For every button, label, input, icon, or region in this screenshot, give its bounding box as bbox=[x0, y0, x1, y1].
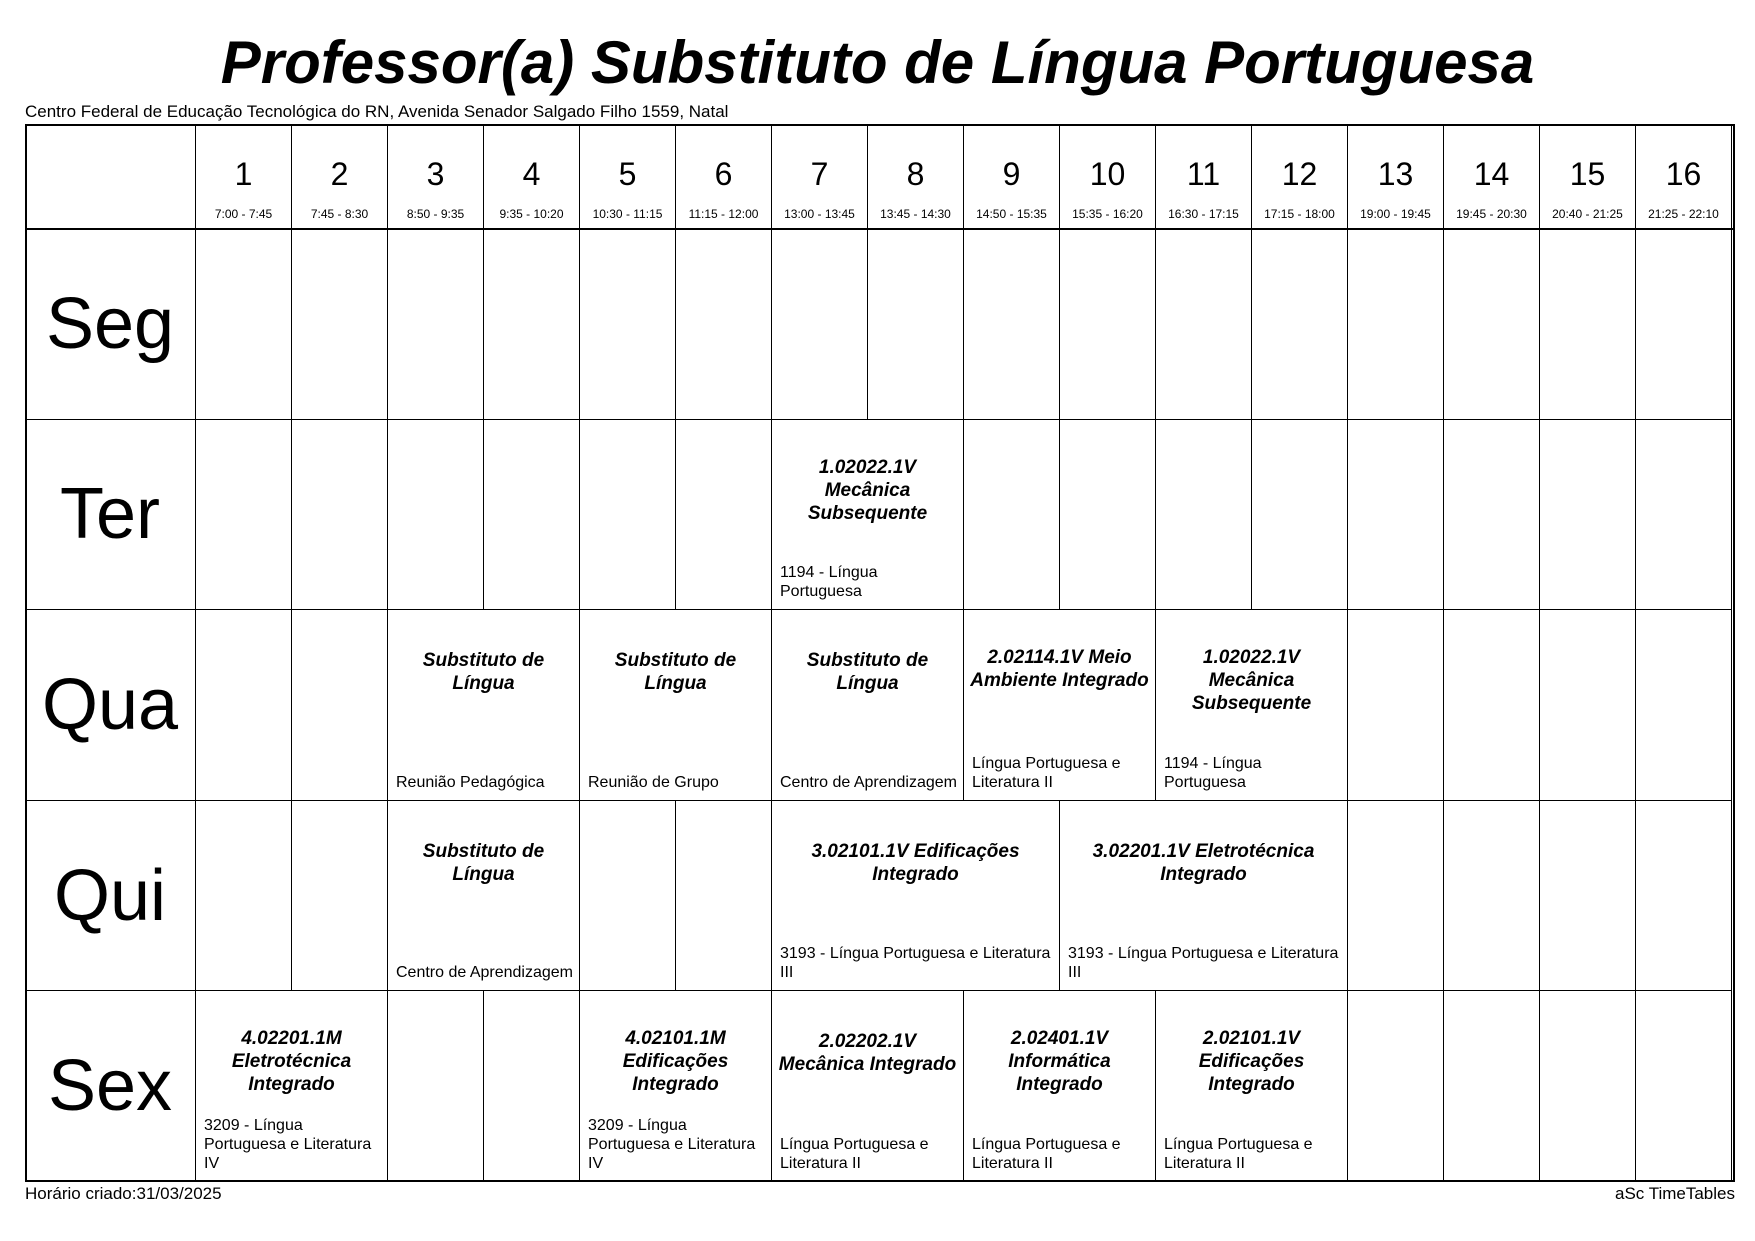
lesson-card bbox=[772, 991, 964, 1182]
empty-slot bbox=[1444, 610, 1540, 801]
period-header bbox=[388, 124, 484, 229]
period-header bbox=[292, 124, 388, 229]
period-time: 17:15 - 18:00 bbox=[1264, 207, 1335, 221]
corner-cell bbox=[25, 124, 196, 229]
empty-slot bbox=[580, 801, 676, 992]
period-header bbox=[1156, 124, 1252, 229]
period-number: 5 bbox=[618, 156, 637, 192]
empty-slot bbox=[1540, 610, 1636, 801]
period-number: 8 bbox=[906, 156, 925, 192]
empty-slot bbox=[1540, 229, 1636, 420]
empty-slot bbox=[196, 610, 292, 801]
lesson-subject: 3193 - Língua Portuguesa e Literatura III bbox=[1068, 945, 1339, 982]
empty-slot bbox=[196, 229, 292, 420]
lesson-card bbox=[196, 991, 388, 1182]
empty-slot bbox=[772, 229, 868, 420]
lesson-title: Substituto de Língua bbox=[806, 650, 929, 695]
day-label-cell bbox=[25, 610, 196, 801]
empty-slot bbox=[1348, 991, 1444, 1182]
empty-slot bbox=[1540, 991, 1636, 1182]
lesson-title: Substituto de Língua bbox=[614, 650, 737, 695]
period-header bbox=[1540, 124, 1636, 229]
day-label-cell bbox=[25, 991, 196, 1182]
lesson-subject: Língua Portuguesa e Literatura II bbox=[1164, 1135, 1313, 1172]
empty-slot bbox=[1444, 991, 1540, 1182]
empty-slot bbox=[1348, 229, 1444, 420]
lesson-card bbox=[388, 801, 580, 992]
empty-slot bbox=[676, 801, 772, 992]
empty-slot bbox=[484, 229, 580, 420]
lesson-card bbox=[1156, 610, 1348, 801]
empty-slot bbox=[292, 420, 388, 611]
lesson-subject: Centro de Aprendizagem bbox=[780, 773, 957, 791]
empty-slot bbox=[1636, 229, 1732, 420]
period-time: 21:25 - 22:10 bbox=[1648, 207, 1719, 221]
period-number: 2 bbox=[330, 156, 349, 192]
period-time: 9:35 - 10:20 bbox=[499, 207, 564, 221]
empty-slot bbox=[388, 229, 484, 420]
lesson-title: 3.02101.1V Edificações Integrado bbox=[811, 840, 1020, 885]
created-date: Horário criado:31/03/2025 bbox=[25, 1184, 222, 1203]
period-number: 14 bbox=[1473, 156, 1510, 192]
empty-slot bbox=[1060, 229, 1156, 420]
lesson-card bbox=[388, 610, 580, 801]
day-name: Ter bbox=[59, 474, 161, 555]
period-time: 15:35 - 16:20 bbox=[1072, 207, 1143, 221]
timetable-grid bbox=[25, 124, 1735, 1182]
lesson-title: Substituto de Língua bbox=[422, 840, 545, 885]
period-number: 16 bbox=[1665, 156, 1702, 192]
period-number: 6 bbox=[714, 156, 733, 192]
lesson-subject: 1194 - Língua Portuguesa bbox=[780, 564, 878, 601]
lesson-card bbox=[964, 991, 1156, 1182]
empty-slot bbox=[580, 229, 676, 420]
period-time: 13:00 - 13:45 bbox=[784, 207, 855, 221]
period-header bbox=[196, 124, 292, 229]
empty-slot bbox=[196, 420, 292, 611]
empty-slot bbox=[1540, 801, 1636, 992]
empty-slot bbox=[580, 420, 676, 611]
lesson-card bbox=[772, 801, 1060, 992]
period-number: 4 bbox=[522, 156, 541, 192]
period-number: 7 bbox=[810, 156, 829, 192]
empty-slot bbox=[676, 420, 772, 611]
empty-slot bbox=[196, 801, 292, 992]
period-time: 10:30 - 11:15 bbox=[592, 207, 663, 221]
period-header bbox=[676, 124, 772, 229]
empty-slot bbox=[484, 991, 580, 1182]
period-number: 12 bbox=[1281, 156, 1318, 192]
app-credit: aSc TimeTables bbox=[1615, 1184, 1735, 1203]
period-header bbox=[1636, 124, 1732, 229]
lesson-subject: 3209 - Língua Portuguesa e Literatura IV bbox=[204, 1116, 372, 1172]
lesson-title: 2.02114.1V Meio Ambiente Integrado bbox=[970, 647, 1149, 692]
lesson-title: 4.02101.1M Edificações Integrado bbox=[622, 1028, 729, 1096]
lesson-card bbox=[772, 610, 964, 801]
lesson-card bbox=[1156, 991, 1348, 1182]
period-number: 1 bbox=[234, 156, 253, 192]
empty-slot bbox=[1060, 420, 1156, 611]
lesson-subject: 1194 - Língua Portuguesa bbox=[1164, 754, 1262, 791]
period-number: 15 bbox=[1569, 156, 1606, 192]
lesson-card bbox=[1060, 801, 1348, 992]
empty-slot bbox=[1252, 420, 1348, 611]
period-header bbox=[1060, 124, 1156, 229]
empty-slot bbox=[484, 420, 580, 611]
empty-slot bbox=[1636, 420, 1732, 611]
lesson-subject: Língua Portuguesa e Literatura II bbox=[780, 1135, 929, 1172]
day-name: Qua bbox=[41, 664, 179, 745]
period-header bbox=[580, 124, 676, 229]
page-title: Professor(a) Substituto de Língua Portuguesa bbox=[220, 29, 1535, 96]
period-header bbox=[1348, 124, 1444, 229]
empty-slot bbox=[292, 801, 388, 992]
lesson-card bbox=[964, 610, 1156, 801]
period-number: 9 bbox=[1002, 156, 1021, 192]
period-number: 13 bbox=[1377, 156, 1414, 192]
empty-slot bbox=[1348, 420, 1444, 611]
lesson-subject: 3193 - Língua Portuguesa e Literatura III bbox=[780, 945, 1051, 982]
lesson-title: 3.02201.1V Eletrotécnica Integrado bbox=[1092, 840, 1315, 885]
lesson-title: 1.02022.1V Mecânica Subsequente bbox=[1191, 647, 1312, 715]
empty-slot bbox=[292, 229, 388, 420]
day-label-cell bbox=[25, 229, 196, 420]
period-time: 19:45 - 20:30 bbox=[1456, 207, 1527, 221]
period-time: 16:30 - 17:15 bbox=[1168, 207, 1239, 221]
empty-slot bbox=[868, 229, 964, 420]
period-time: 13:45 - 14:30 bbox=[880, 207, 951, 221]
empty-slot bbox=[1444, 420, 1540, 611]
lesson-title: 2.02101.1V Edificações Integrado bbox=[1198, 1028, 1305, 1096]
empty-slot bbox=[1156, 229, 1252, 420]
empty-slot bbox=[1540, 420, 1636, 611]
period-number: 3 bbox=[426, 156, 445, 192]
lesson-subject: Língua Portuguesa e Literatura II bbox=[972, 754, 1121, 791]
empty-slot bbox=[1444, 229, 1540, 420]
day-label-cell bbox=[25, 420, 196, 611]
day-name: Sex bbox=[47, 1046, 173, 1127]
lesson-card bbox=[580, 991, 772, 1182]
institution-address: Centro Federal de Educação Tecnológica do RN, Avenida Senador Salgado Filho 1559, Natal bbox=[25, 102, 729, 121]
period-header bbox=[964, 124, 1060, 229]
day-name: Seg bbox=[45, 283, 175, 364]
lesson-subject: Língua Portuguesa e Literatura II bbox=[972, 1135, 1121, 1172]
empty-slot bbox=[676, 229, 772, 420]
empty-slot bbox=[388, 420, 484, 611]
empty-slot bbox=[1156, 420, 1252, 611]
period-header bbox=[484, 124, 580, 229]
period-time: 11:15 - 12:00 bbox=[688, 207, 759, 221]
empty-slot bbox=[1348, 610, 1444, 801]
period-time: 14:50 - 15:35 bbox=[976, 207, 1047, 221]
lesson-subject: Reunião de Grupo bbox=[588, 773, 719, 791]
period-time: 7:45 - 8:30 bbox=[310, 207, 369, 221]
lesson-title: Substituto de Língua bbox=[422, 650, 545, 695]
empty-slot bbox=[964, 229, 1060, 420]
period-time: 19:00 - 19:45 bbox=[1360, 207, 1431, 221]
empty-slot bbox=[1636, 801, 1732, 992]
period-time: 8:50 - 9:35 bbox=[406, 207, 465, 221]
empty-slot bbox=[388, 991, 484, 1182]
empty-slot bbox=[1636, 991, 1732, 1182]
lesson-title: 2.02202.1V Mecânica Integrado bbox=[778, 1031, 957, 1076]
period-number: 10 bbox=[1089, 156, 1126, 192]
empty-slot bbox=[292, 610, 388, 801]
lesson-subject: 3209 - Língua Portuguesa e Literatura IV bbox=[588, 1116, 756, 1172]
lesson-title: 2.02401.1V Informática Integrado bbox=[1008, 1028, 1111, 1096]
empty-slot bbox=[1348, 801, 1444, 992]
empty-slot bbox=[1252, 229, 1348, 420]
empty-slot bbox=[964, 420, 1060, 611]
period-time: 20:40 - 21:25 bbox=[1552, 207, 1623, 221]
period-number: 11 bbox=[1186, 156, 1221, 192]
day-label-cell bbox=[25, 801, 196, 992]
lesson-card bbox=[772, 420, 964, 611]
day-name: Qui bbox=[53, 855, 167, 936]
lesson-subject: Centro de Aprendizagem bbox=[396, 964, 573, 982]
period-header bbox=[1444, 124, 1540, 229]
empty-slot bbox=[1444, 801, 1540, 992]
lesson-title: 1.02022.1V Mecânica Subsequente bbox=[807, 456, 928, 524]
lesson-title: 4.02201.1M Eletrotécnica Integrado bbox=[231, 1028, 352, 1096]
empty-slot bbox=[1636, 610, 1732, 801]
lesson-subject: Reunião Pedagógica bbox=[396, 773, 545, 791]
period-header bbox=[1252, 124, 1348, 229]
period-header bbox=[868, 124, 964, 229]
period-header bbox=[772, 124, 868, 229]
period-time: 7:00 - 7:45 bbox=[214, 207, 273, 221]
lesson-card bbox=[580, 610, 772, 801]
